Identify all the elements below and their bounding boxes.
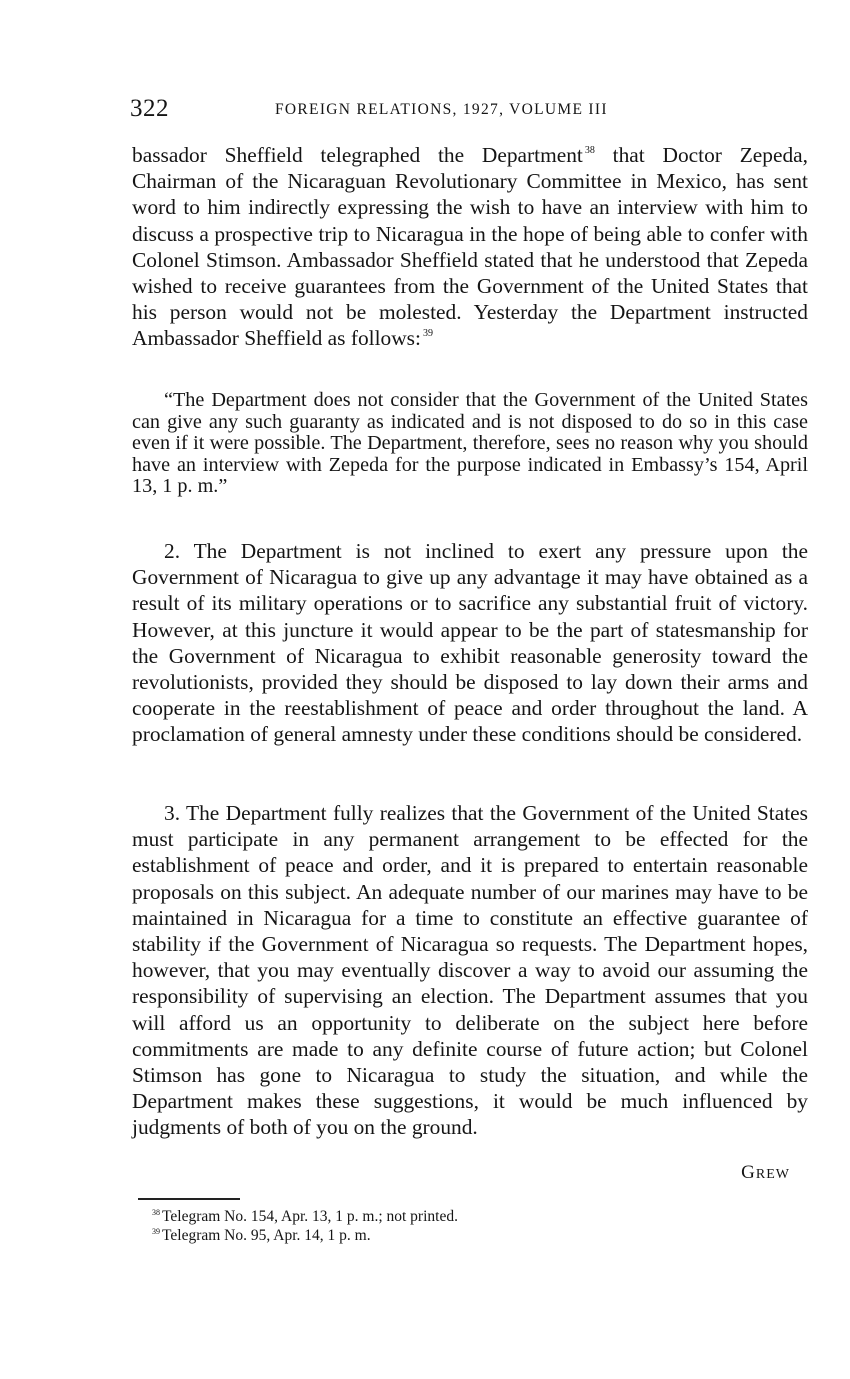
paragraph-2: 2. The Department is not inclined to exert any pressure upon the Government of Nicaragua to give up any advantage it may have obtained as a result of its military operations or to sacrifice any substantial fruit of victory. However, at this juncture it would appear to be the part of statesmanship for the Government of Nicaragua to exhibit reasonable generosity toward the revolutionists, provided they should be disposed to lay down their arms and cooperate in the reestablishment of peace and order throughout the land. A proclamation of general amnesty under these conditions should be considered. xyxy=(132,539,808,747)
intro-text-start: bassador Sheffield telegraphed the Department xyxy=(132,143,583,167)
intro-text-rest: that Doctor Zepeda, Chairman of the Nicaraguan Revolutionary Committee in Mexico, has sent word to him indirectly expressing the wish to have an interview with him to discuss a prospective trip to Nicaragua in the hope of being able to confer with Colonel Stimson. Ambassador Sheffield stated that he understood that Zepeda wished to receive guarantees from the Government of the United States that his person would not be molested. Yesterday the Department instructed Ambassador Sheffield as follows: xyxy=(132,143,808,351)
footnote-ref-38: 38 xyxy=(584,145,595,156)
footnotes xyxy=(152,1207,752,1245)
signature-rest: REW xyxy=(755,1167,790,1182)
footnote-38 xyxy=(152,1207,752,1226)
footnote-divider xyxy=(138,1198,240,1200)
running-title: FOREIGN RELATIONS, 1927, VOLUME III xyxy=(275,101,608,118)
footnote-ref-39: 39 xyxy=(422,328,433,340)
running-head xyxy=(130,95,810,127)
footnote-marker: 38 xyxy=(152,1208,160,1217)
intro-paragraph xyxy=(132,142,808,352)
paragraph-3: 3. The Department fully realizes that the Government of the United States must participate in any permanent arrangement to be effected for the establishment of peace and order, and it is prepared to entertain reasonable proposals on this subject. An adequate number of our marines may have to be maintained in Nicaragua for a time to constitute an effective guarantee of stability if the Government of Nicaragua so requests. The Department hopes, however, that you may eventually discover a way to avoid our assuming the responsibility of supervising an election. The Department assumes that you will afford us an opportunity to deliberate on the subject here before commitments are made to any definite course of future action; but Colonel Stimson has gone to Nicaragua to study the situation, and while the Department makes these suggestions, it would be much influenced by judgments of both of you on the ground. xyxy=(132,801,808,1140)
footnote-text: Telegram No. 95, Apr. 14, 1 p. m. xyxy=(162,1227,371,1244)
signature-initial: G xyxy=(741,1162,756,1183)
signature xyxy=(741,1162,790,1184)
quoted-instruction: “The Department does not consider that the Government of the United States can give any such guaranty as indicated and is not disposed to do so in this case even if it were possible. The Department, therefore, sees no reason why you should have an interview with Zepeda for the purpose indicated in Embassy’s 154, April 13, 1 p. m.” xyxy=(132,389,808,497)
footnote-text: Telegram No. 154, Apr. 13, 1 p. m.; not printed. xyxy=(162,1208,458,1225)
footnote-marker: 39 xyxy=(152,1227,160,1236)
footnote-39 xyxy=(152,1226,752,1245)
page-number: 322 xyxy=(130,95,169,122)
